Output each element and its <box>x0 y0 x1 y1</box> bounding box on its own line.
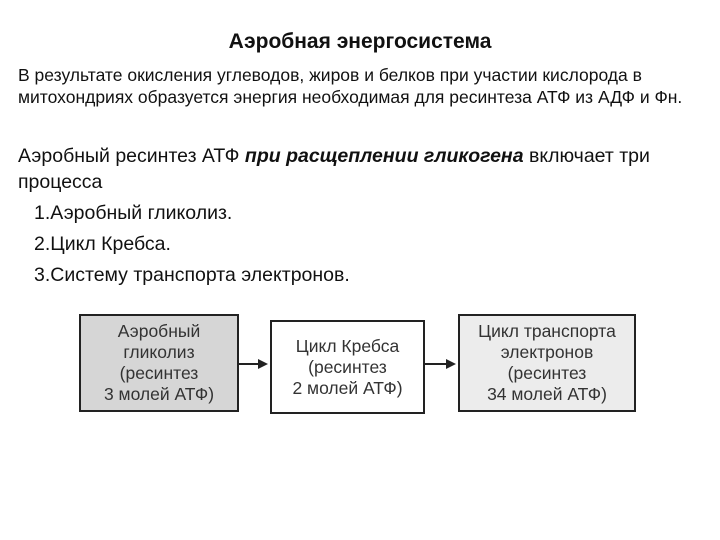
intro-paragraph: В результате окисления углеводов, жиров и белков при участии кислорода в митохондриях образуется энергия необходимая для ресинтеза АТФ из АДФ и Фн. <box>18 65 683 107</box>
lead-emphasis: при расщеплении гликогена <box>244 145 524 167</box>
krebs-cycle-box-label: Цикл Кребса (ресинтез 2 молей АТФ) <box>292 335 403 398</box>
process-item: 3.Систему транспорта электронов. <box>34 264 350 286</box>
process-item: 1.Аэробный гликолиз. <box>34 202 233 224</box>
arrow-glycolysis-to-krebs <box>239 359 268 369</box>
electron-transport-box-label: Цикл транспорта электронов (ресинтез 34 молей АТФ) <box>478 321 616 404</box>
process-list <box>34 198 350 291</box>
lead-suffix: включает три процесса <box>18 145 650 193</box>
arrow-krebs-to-transport <box>425 359 456 369</box>
glycolysis-box-label: Аэробный гликолиз (ресинтез 3 молей АТФ) <box>103 321 215 404</box>
krebs-cycle-box <box>270 320 425 414</box>
glycolysis-box <box>79 314 239 412</box>
process-item: 2.Цикл Кребса. <box>34 233 171 255</box>
electron-transport-box <box>458 314 636 412</box>
page-title: Аэробная энергосистема <box>228 30 492 53</box>
lead-prefix: Аэробный ресинтез АТФ <box>18 145 245 167</box>
lead-paragraph <box>18 143 708 195</box>
